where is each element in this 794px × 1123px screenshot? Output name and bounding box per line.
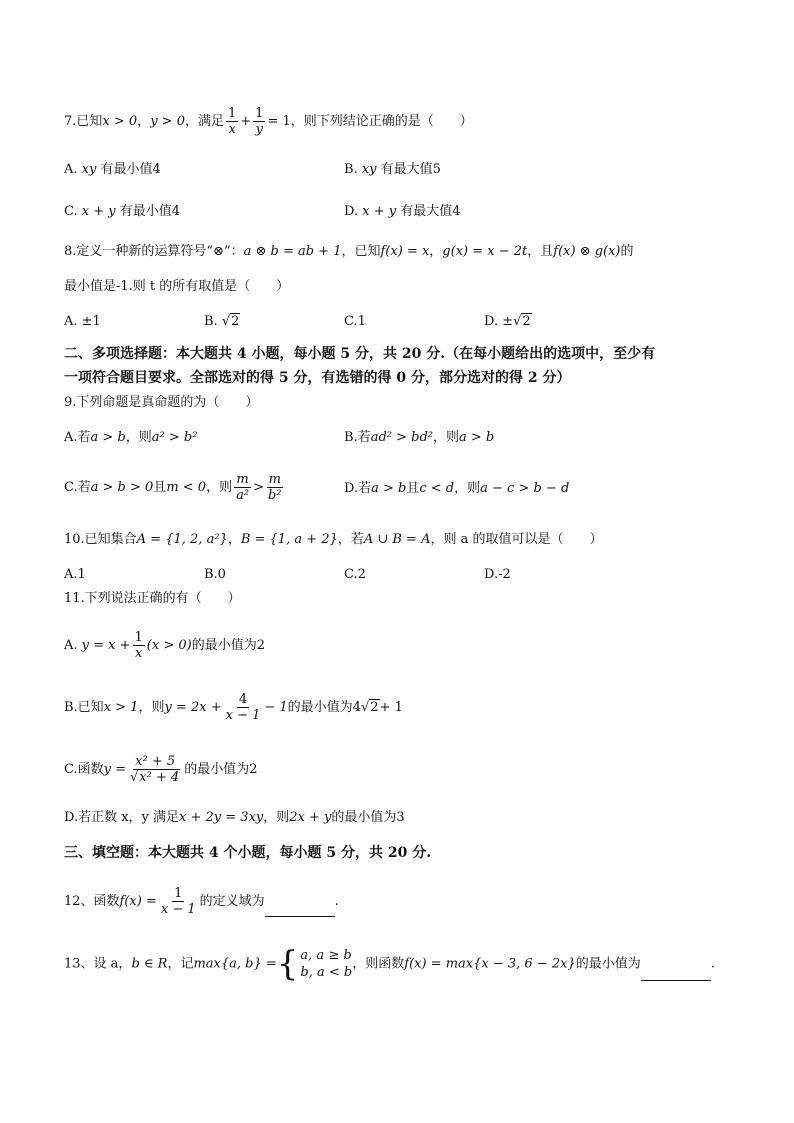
option-text: ，则	[454, 481, 481, 496]
q7-option-a	[64, 161, 161, 179]
q13-text: ，则函数	[352, 956, 405, 972]
q9-frac-m-a2	[234, 472, 251, 503]
option-math: a > b > 0	[90, 480, 154, 495]
q13-math: b ∈ R	[131, 956, 168, 972]
frac-den: x	[134, 646, 143, 661]
option-math: (x > 0)	[146, 638, 192, 653]
q9-option-b	[344, 429, 494, 447]
option-text: 有最小值4	[96, 162, 161, 177]
q13-answer-blank[interactable]	[641, 966, 711, 981]
q11-frac-4	[224, 692, 263, 723]
option-label: C.	[64, 204, 82, 219]
q13-text: 的最小值为	[575, 956, 641, 972]
q13-math: max{a, b} =	[193, 956, 277, 972]
q7-sep: ，	[137, 114, 151, 129]
option-text: ，则	[432, 430, 459, 445]
case-1: a, a ≥ b	[300, 948, 352, 963]
option-text: 的最小值为	[287, 700, 353, 715]
option-text: ，则	[138, 700, 165, 715]
option-text: C.函数	[64, 762, 104, 777]
q8-sep: ，	[429, 244, 443, 259]
q8-text: ，且	[527, 244, 554, 259]
q7-option-b	[344, 161, 441, 179]
option-math: xy	[81, 162, 97, 177]
frac-num: m	[236, 472, 249, 487]
option-math: a² > b²	[151, 430, 198, 445]
q10-set-a: A = {1, 2, a²}	[136, 532, 228, 547]
q7-text: ，满足	[184, 114, 224, 129]
q11-frac-1x	[133, 630, 145, 661]
q10-option-b: B.0	[204, 567, 226, 582]
option-label: B.	[204, 314, 222, 329]
q10-option-c: C.2	[344, 567, 366, 582]
option-math: y =	[103, 762, 126, 777]
frac-den: b²	[267, 488, 282, 503]
frac-num: m	[268, 472, 281, 487]
sqrt-sign: √x² + 4	[130, 770, 180, 785]
radicand: 2	[370, 700, 379, 715]
option-text: D.若正数 x，y 满足	[64, 810, 180, 825]
q10-sep: ，	[227, 532, 241, 547]
section2-heading-line1: 二、多项选择题：本大题共 4 小题，每小题 5 分，共 20 分.（在每小题给出的选项中，至少有	[64, 346, 656, 362]
option-math: + 1	[379, 700, 403, 715]
option-text: C.若	[64, 480, 91, 495]
q13-stem	[64, 944, 715, 984]
q8-fg: f(x) ⊗ g(x)	[553, 244, 621, 259]
q13-text: ，记	[167, 956, 194, 972]
q13-cases	[300, 947, 352, 981]
q9-stem: 9.下列命题是真命题的为（ ）	[64, 395, 259, 410]
left-brace: {	[276, 944, 299, 984]
q8-option-b	[204, 313, 240, 331]
q11-option-c	[64, 754, 258, 785]
frac-den: x	[228, 122, 236, 137]
q7-text: 7.已知	[64, 114, 103, 129]
q13-math: f(x) = max{x − 3, 6 − 2x}	[404, 956, 576, 972]
option-text: ，则	[263, 810, 290, 825]
option-text: 有最大值5	[376, 162, 441, 177]
q12-text: 12、函数	[64, 894, 120, 909]
q7-option-d	[344, 203, 460, 221]
q7-cond-x: x > 0	[102, 114, 138, 129]
q10-option-a: A.1	[64, 567, 86, 582]
equals: = 1	[267, 114, 291, 129]
option-math: c < d	[419, 481, 455, 496]
q12-end: .	[334, 894, 339, 909]
q11-stem: 11.下列说法正确的有（ ）	[64, 591, 241, 606]
option-text: ，则	[206, 480, 233, 495]
plus-sign: +	[240, 114, 252, 129]
q10-option-d: D.-2	[484, 567, 511, 582]
q10-text: 10.已知集合	[64, 532, 137, 547]
radicand: x² + 4	[139, 770, 180, 785]
option-text: B.若	[344, 430, 371, 445]
q9-option-c	[64, 472, 286, 503]
q12-math: f(x) =	[119, 894, 157, 909]
option-text: 的最小值为2	[191, 638, 265, 653]
radicand: 2	[231, 314, 240, 329]
q11-frac-c	[128, 754, 182, 785]
option-text: 有最小值4	[115, 204, 180, 219]
option-label: D.	[344, 204, 363, 219]
frac-num: 1	[174, 886, 183, 901]
case-2: b, a < b	[300, 965, 353, 980]
option-text: 有最大值4	[396, 204, 461, 219]
option-math: x + 2y = 3xy	[179, 810, 264, 825]
q10-text: ，则 a 的取值可以是（ ）	[430, 532, 603, 547]
q7-stem	[64, 106, 473, 137]
section2-heading-line2: 一项符合题目要求。全部选对的得 5 分，有选错的得 0 分，部分选对的得 2 分）	[64, 370, 571, 386]
q8-text: 的	[620, 244, 634, 259]
sqrt-sign: √2	[360, 700, 379, 715]
q12-frac	[159, 886, 198, 917]
q7-cond-y: y > 0	[150, 114, 185, 129]
option-math: a − c > b − d	[480, 481, 570, 496]
option-math: 2x + y	[289, 810, 332, 825]
option-text: A.若	[64, 430, 91, 445]
option-math: xy	[361, 162, 377, 177]
sqrt-sign: √2	[221, 314, 240, 329]
q11-option-d	[64, 809, 405, 827]
q8-option-c: C.1	[344, 314, 366, 329]
sqrt-sign: √2	[513, 314, 531, 329]
radicand: 2	[522, 314, 531, 329]
option-label: B.	[344, 162, 362, 177]
q11-option-a	[64, 630, 265, 661]
q8-g-def: g(x) = x − 2t	[442, 244, 528, 259]
q10-set-b: B = {1, a + 2}	[240, 532, 338, 547]
option-math: − 1	[264, 700, 288, 715]
q8-option-a: A. ±1	[64, 314, 101, 329]
q7-frac-1x	[226, 106, 238, 137]
q8-stem-line1	[64, 243, 634, 261]
q10-text: ，若	[337, 532, 364, 547]
option-text: 且	[153, 480, 167, 495]
q9-option-a	[64, 429, 197, 447]
q13-piecewise	[276, 944, 353, 984]
q8-op-def: a ⊗ b = ab + 1	[243, 244, 342, 259]
q7-frac-1y	[253, 106, 265, 137]
q13-text: 13、设 a，	[64, 956, 132, 972]
q10-union: A ∪ B = A	[363, 532, 431, 547]
q12-answer-blank[interactable]	[265, 902, 335, 917]
q8-f-def: f(x) = x	[380, 244, 430, 259]
frac-den: a²	[236, 488, 250, 503]
q12-stem	[64, 886, 339, 917]
option-math: 4	[352, 700, 361, 715]
q8-text: ，已知	[341, 244, 381, 259]
q7-option-c	[64, 203, 180, 221]
q9-frac-m-b2	[266, 472, 284, 503]
gt-sign: >	[253, 480, 264, 495]
option-math: a > b	[90, 430, 126, 445]
option-label: A.	[64, 162, 82, 177]
frac-num: x² + 5	[135, 754, 176, 769]
q8-text: 8.定义一种新的运算符号“⊗”：	[64, 244, 244, 259]
q9-option-d	[344, 480, 569, 498]
option-math: x > 1	[103, 700, 139, 715]
option-text: D.若	[344, 481, 372, 496]
section3-heading: 三、填空题：本大题共 4 个小题，每小题 5 分，共 20 分.	[64, 845, 432, 861]
option-math: x + y	[81, 204, 116, 219]
option-text: ，则	[125, 430, 152, 445]
frac-den: x − 1	[160, 902, 196, 917]
option-text: 的最小值为2	[184, 762, 258, 777]
option-math: a > b	[459, 430, 495, 445]
q11-option-b	[64, 692, 403, 723]
q8-option-d	[484, 313, 532, 331]
option-math: ad² > bd²	[370, 430, 433, 445]
q12-text: 的定义域为	[199, 894, 265, 909]
frac-num: 1	[227, 106, 237, 121]
q13-end: .	[710, 956, 715, 972]
q8-stem-line2: 最小值是-1.则 t 的所有取值是（ ）	[64, 279, 290, 294]
q10-stem	[64, 531, 602, 549]
frac-den	[128, 770, 182, 785]
option-math: y = x +	[81, 638, 131, 653]
option-text: 且	[406, 481, 420, 496]
frac-num: 1	[255, 106, 264, 121]
frac-den: y	[255, 122, 263, 137]
option-math: x + y	[362, 204, 397, 219]
q7-text: ，则下列结论正确的是（ ）	[290, 114, 473, 129]
option-math: m < 0	[166, 480, 207, 495]
option-text: 的最小值为3	[331, 810, 405, 825]
frac-num: 1	[134, 630, 143, 645]
option-text: A.	[64, 638, 82, 653]
option-label: D. ±	[484, 314, 514, 329]
frac-den: x − 1	[225, 708, 261, 723]
option-math: a > b	[371, 481, 407, 496]
frac-num: 4	[238, 692, 248, 707]
option-math: y = 2x +	[164, 700, 222, 715]
option-text: B.已知	[64, 700, 104, 715]
